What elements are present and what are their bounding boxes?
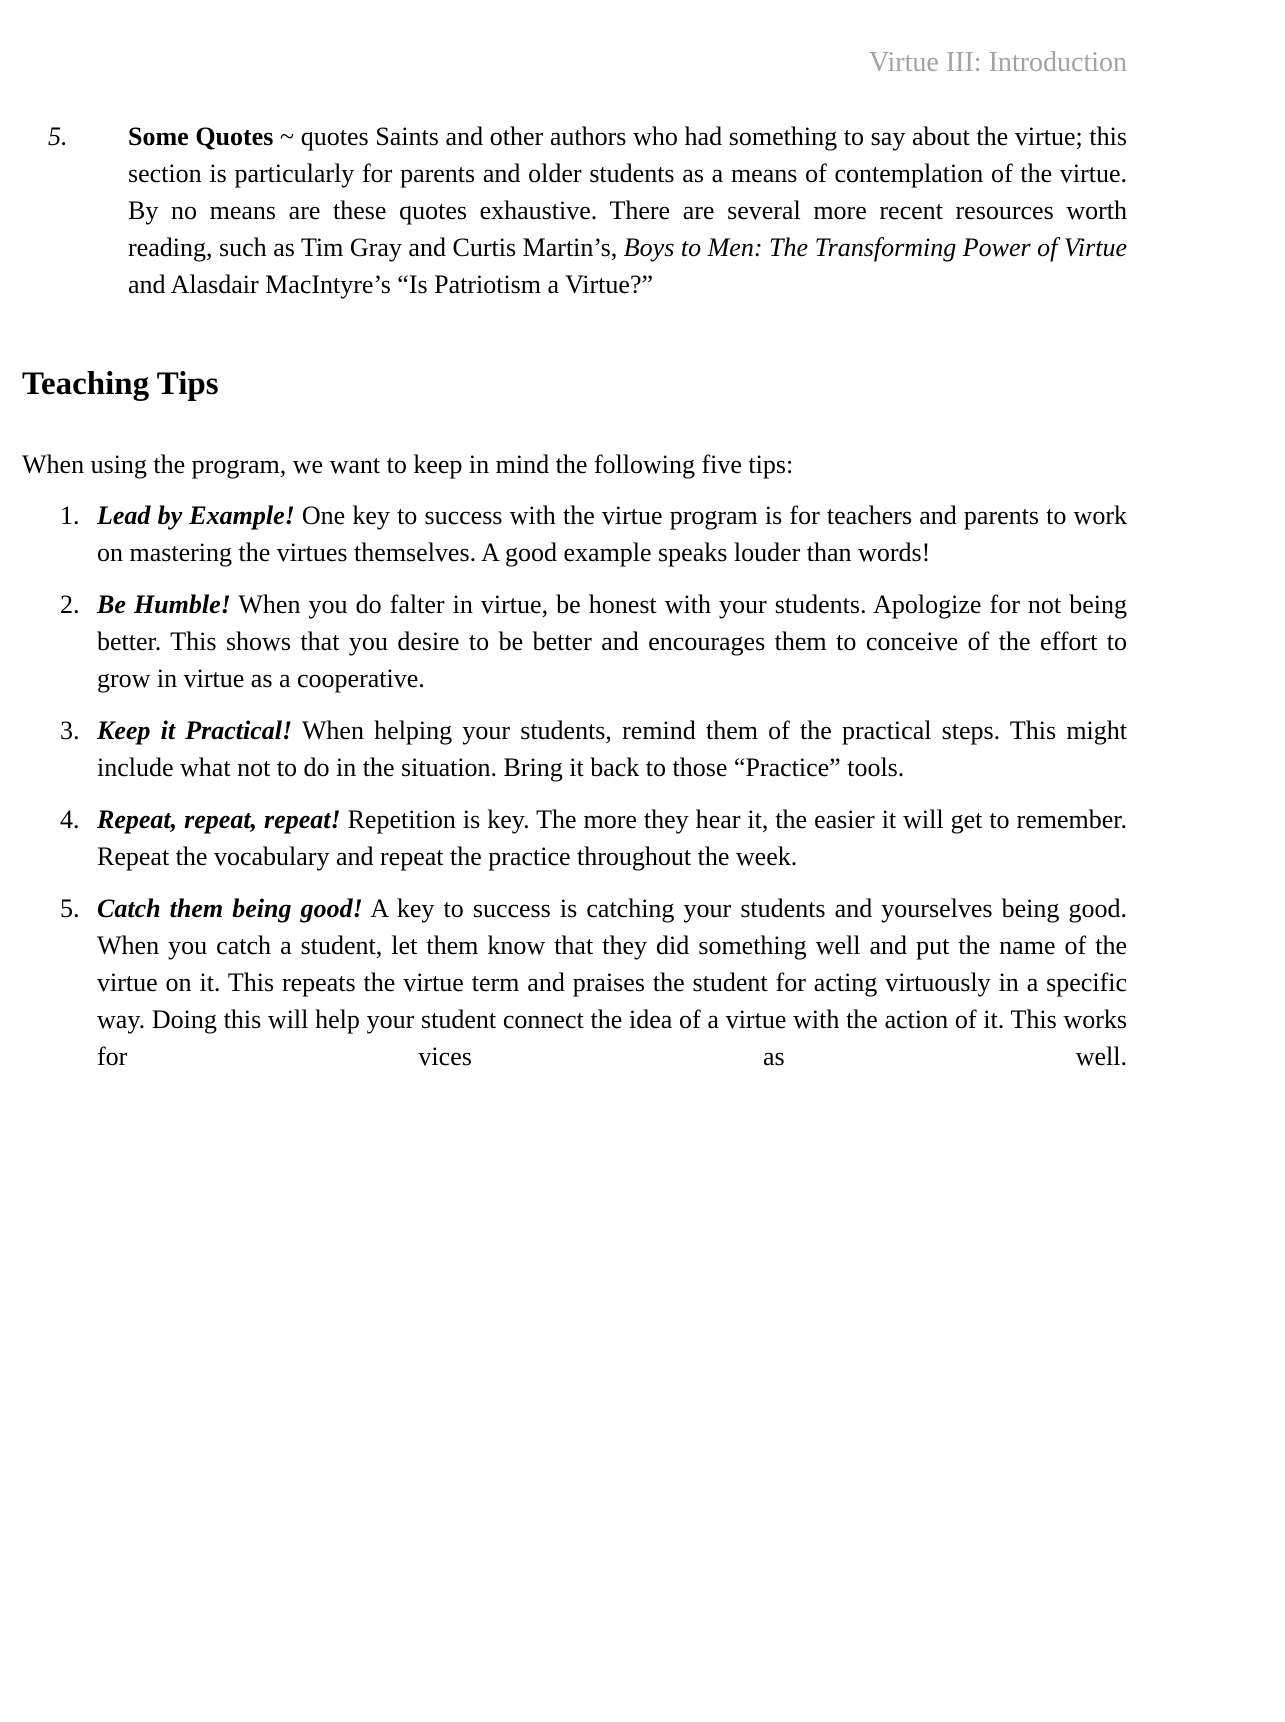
intro-item-number: 5.: [48, 122, 68, 151]
tip-lead: Repeat, repeat, repeat!: [97, 805, 341, 834]
intro-list-item: [22, 118, 1127, 303]
intro-text-b: and Alasdair MacIntyre’s “Is Patriotism a Virtue?”: [128, 270, 654, 299]
tip-number: 4.: [60, 805, 80, 834]
tip-body-text: Repetition is key. The more they hear it, the easier it will get to remember. Repeat the vocabulary and repeat the practice throughout the week.: [97, 805, 1127, 871]
tip-body-text: When you do falter in virtue, be honest with your students. Apologize for not being better. This shows that you desire to be better and encourages them to conceive of the effort to grow in virtue as a cooperative.: [97, 590, 1128, 693]
tip-item-3: [22, 712, 1127, 786]
section-heading: Teaching Tips: [22, 366, 219, 402]
tip-text: [97, 497, 1127, 571]
tip-text: [97, 890, 1127, 1075]
tip-text: [97, 801, 1127, 875]
running-header: Virtue III: Introduction: [868, 47, 1127, 78]
tip-body-text: A key to success is catching your students and yourselves being good. When you catch a student, let them know that they did something well and put the name of the virtue on it. This repeats the virtue term and praises the student for acting virtuously in a specific way. Doing this will help your student connect the idea of a virtue with the action of it. This works for vices as well.: [97, 894, 1127, 1071]
tip-item-5: [22, 890, 1127, 1075]
intro-bold-lead: Some Quotes: [128, 122, 274, 151]
tip-item-4: [22, 801, 1127, 875]
tip-number: 1.: [60, 501, 80, 530]
tip-lead: Be Humble!: [97, 590, 231, 619]
page-content: [22, 46, 1128, 1071]
intro-item-text: [128, 118, 1127, 303]
section-intro: When using the program, we want to keep in mind the following five tips:: [22, 450, 794, 479]
tip-lead: Keep it Practical!: [97, 716, 293, 745]
tip-text: [97, 586, 1127, 697]
tip-body-text: When helping your students, remind them of the practical steps. This might include what not to do in the situation. Bring it back to those “Practice” tools.: [97, 716, 1127, 782]
book-title: Boys to Men: The Transforming Power of Virtue: [623, 233, 1127, 262]
tip-number: 5.: [60, 894, 80, 923]
tip-text: [97, 712, 1127, 786]
tips-list: [22, 497, 1127, 1090]
tip-item-2: [22, 586, 1127, 697]
tip-item-1: [22, 497, 1127, 571]
tip-body-text: One key to success with the virtue program is for teachers and parents to work on mastering the virtues themselves. A good example speaks louder than words!: [97, 501, 1127, 567]
tip-lead: Catch them being good!: [97, 894, 363, 923]
tip-number: 3.: [60, 716, 80, 745]
tip-number: 2.: [60, 590, 80, 619]
tip-lead: Lead by Example!: [97, 501, 295, 530]
intro-text-a: ~ quotes Saints and other authors who had something to say about the virtue; this section is particularly for parents and older students as a means of contemplation of the virtue. By no means are these quotes exhaustive. There are several more recent resources worth reading, such as Tim Gray and Curtis Martin’s,: [128, 122, 1127, 262]
